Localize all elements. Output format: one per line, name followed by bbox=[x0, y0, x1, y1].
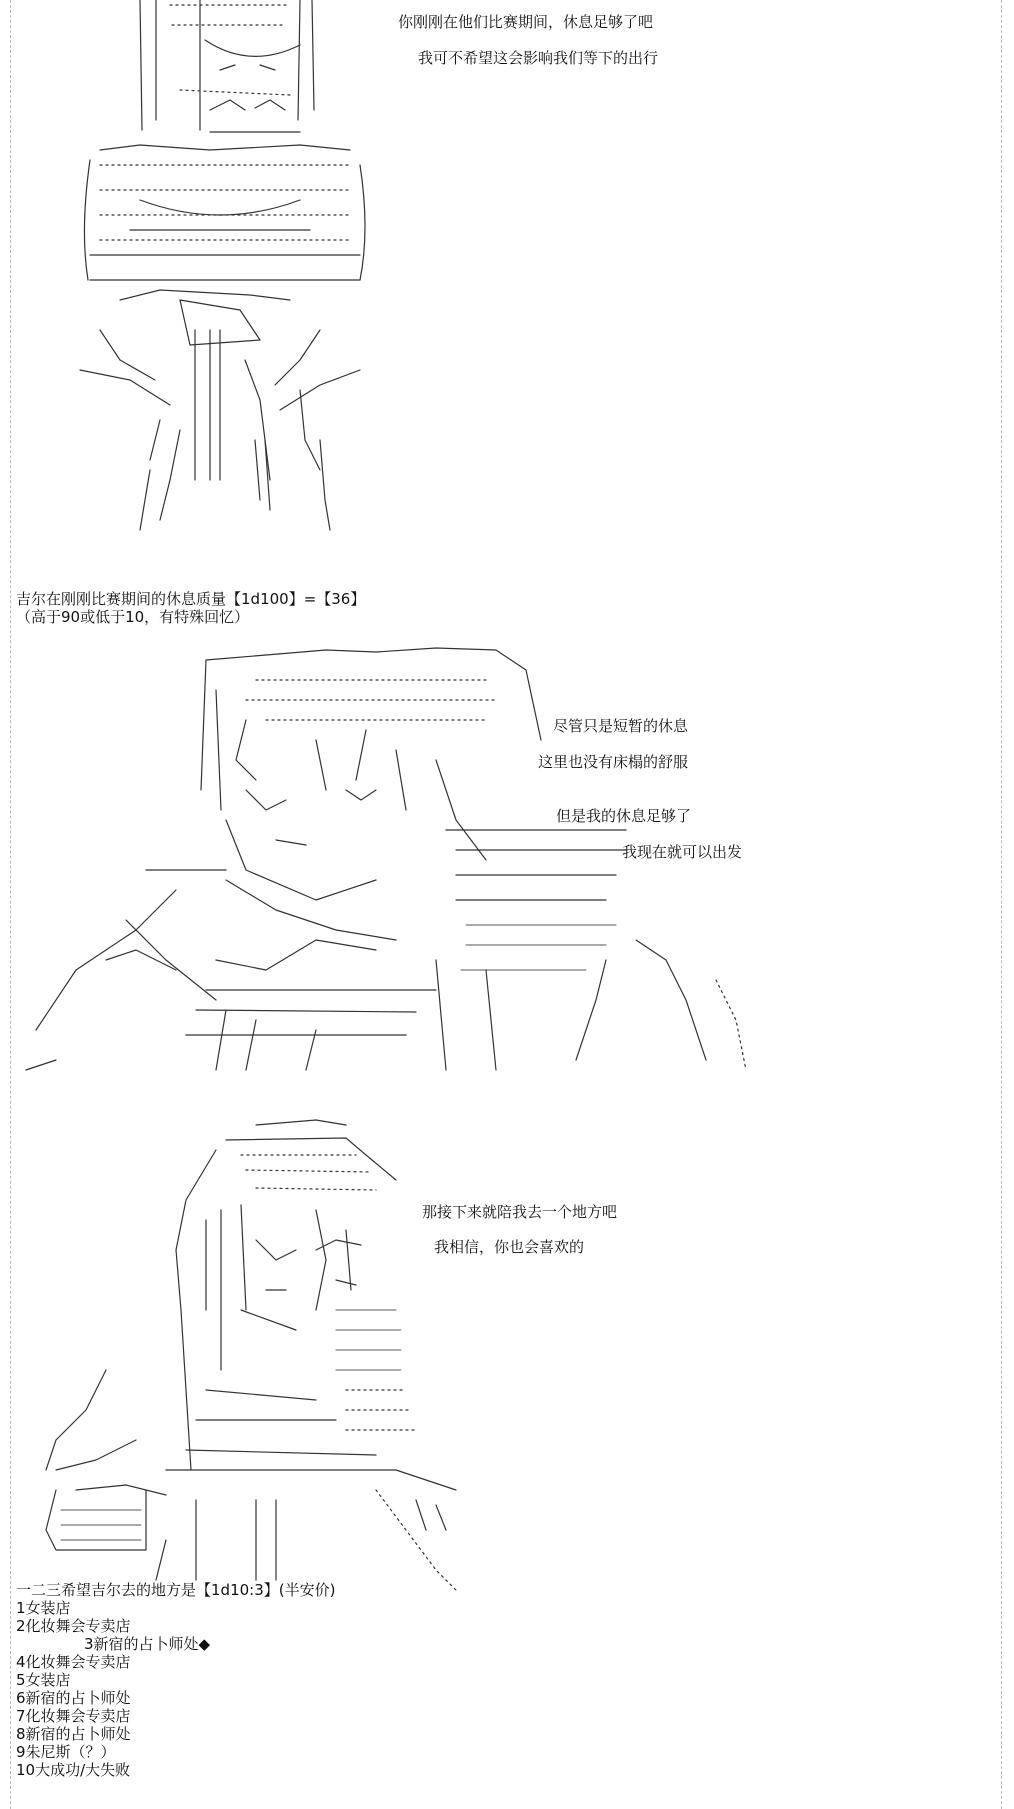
caption-rest-note: （高于90或低于10，有特殊回忆） bbox=[16, 608, 250, 626]
list-item: 8新宿的占卜师处 bbox=[16, 1725, 131, 1743]
panel2-speech-4: 我现在就可以出发 bbox=[622, 843, 743, 861]
list-item: 7化妆舞会专卖店 bbox=[16, 1707, 131, 1725]
list-item: 5女装店 bbox=[16, 1671, 71, 1689]
panel1-figure-art bbox=[60, 0, 390, 540]
list-item: 4化妆舞会专卖店 bbox=[16, 1653, 131, 1671]
list-item: 9朱尼斯（？） bbox=[16, 1743, 116, 1761]
list-item: 6新宿的占卜师处 bbox=[16, 1689, 131, 1707]
panel3-speech-2: 我相信，你也会喜欢的 bbox=[434, 1238, 585, 1256]
roll-options-list bbox=[16, 1599, 210, 1779]
frame-right-border bbox=[1001, 0, 1002, 1809]
roll-title: 一二三希望吉尔去的地方是【1d10:3】(半安价) bbox=[16, 1581, 336, 1599]
panel3-speech-1: 那接下来就陪我去一个地方吧 bbox=[422, 1203, 618, 1221]
frame-left-border bbox=[10, 0, 11, 1809]
panel1-speech-1: 你刚刚在他们比赛期间，休息足够了吧 bbox=[398, 13, 654, 31]
panel2-speech-3: 但是我的休息足够了 bbox=[556, 807, 692, 825]
panel3-figure-art bbox=[16, 1110, 476, 1600]
list-item: 3新宿的占卜师处◆ bbox=[84, 1635, 211, 1653]
panel2-speech-1: 尽管只是短暂的休息 bbox=[553, 717, 689, 735]
list-item: 2化妆舞会专卖店 bbox=[16, 1617, 131, 1635]
list-item: 1女装店 bbox=[16, 1599, 71, 1617]
panel1-speech-2: 我可不希望这会影响我们等下的出行 bbox=[418, 49, 659, 67]
panel2-speech-2: 这里也没有床榻的舒服 bbox=[538, 753, 689, 771]
caption-rest-quality: 吉尔在刚刚比赛期间的休息质量【1d100】=【36】 bbox=[16, 590, 366, 608]
list-item: 10大成功/大失败 bbox=[16, 1761, 131, 1779]
